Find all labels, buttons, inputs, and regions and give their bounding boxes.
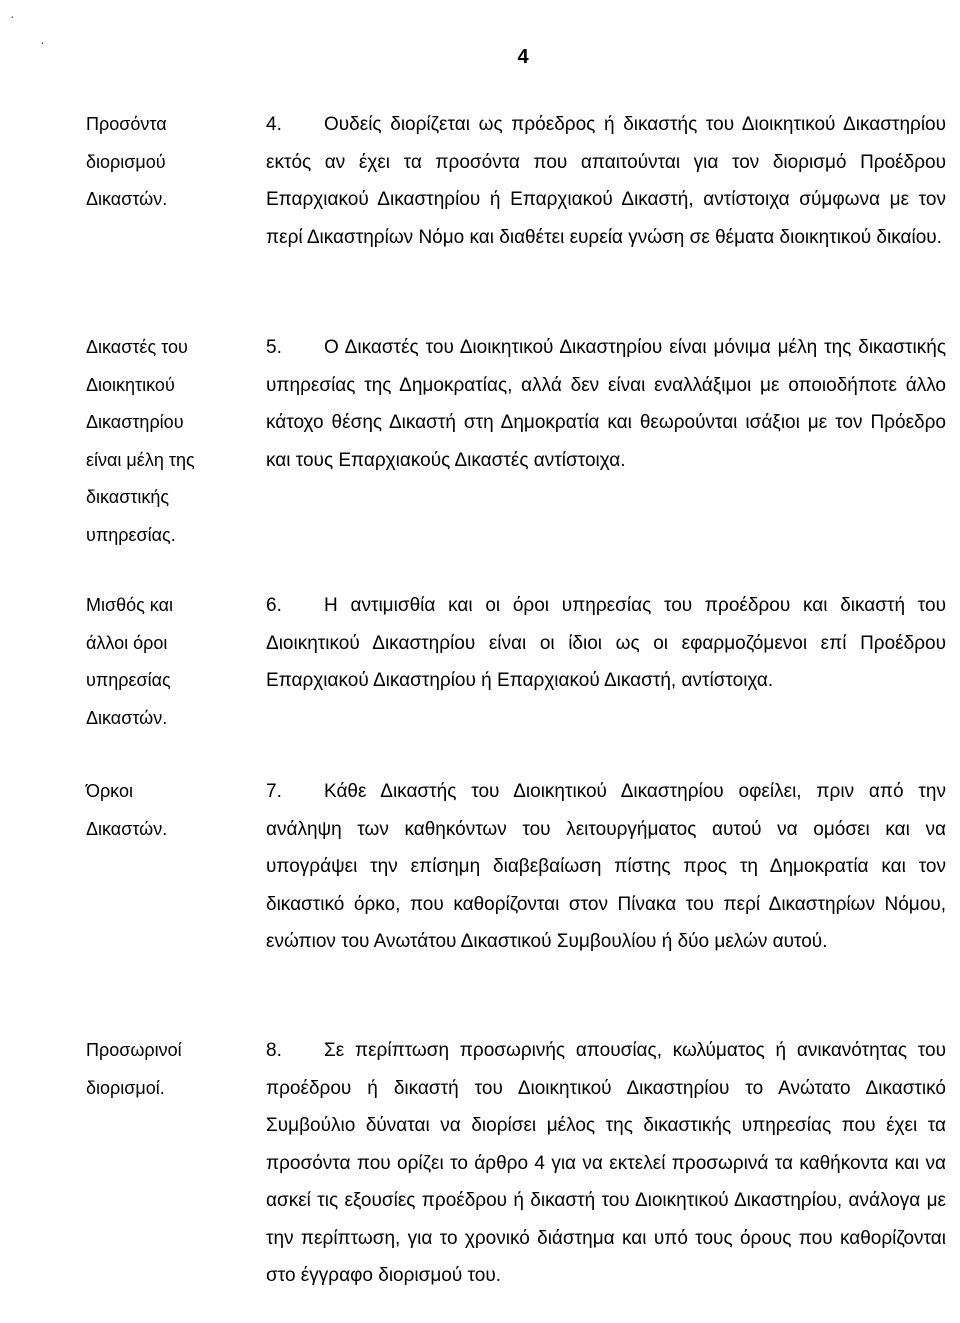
margin-note-line: Δικαστές του [86, 337, 188, 357]
scan-speck: · [40, 34, 45, 50]
margin-note-line: Προσωρινοί [86, 1040, 182, 1060]
article-text: Σε περίπτωση προσωρινής απουσίας, κωλύματος ή ανικανότητας του προέδρου ή δικαστή του Διοικητικού Δικαστηρίου το Ανώτατο Δικαστικό Συμβούλιο δύναται να διορίσει μέλος της δικαστικής υπηρεσίας που έχει τα προσόντα που ορίζει το άρθρο 4 για να εκτελεί προσωρινά τα καθήκοντα και να ασκεί τις εξουσίες προέδρου ή δικαστή του Διοικητικού Δικαστηρίου, ανάλογα με την περίπτωση, για το χρονικό διάστημα και υπό τους όρους που καθορίζονται στο έγγραφο διορισμού του. [266, 1040, 946, 1286]
article-number: 7. [266, 781, 282, 802]
margin-note-line: Μισθός και [86, 595, 173, 615]
article-text: Η αντιμισθία και οι όροι υπηρεσίας του προέδρου και δικαστή του Διοικητικού Δικαστηρίου είναι οι ίδιοι ως οι εφαρμοζόμενοι επί Προέδρου Επαρχιακού Δικαστηρίου ή Επαρχιακού Δικαστή, αντίστοιχα. [266, 595, 946, 691]
article-body [266, 773, 946, 961]
article-body [266, 587, 946, 700]
margin-note-line: Διοικητικού [86, 374, 175, 395]
margin-note-line: υπηρεσίας [86, 670, 171, 690]
article-number: 8. [266, 1040, 282, 1061]
article-number: 6. [266, 595, 282, 616]
margin-note [86, 773, 236, 848]
article-number: 4. [266, 114, 282, 135]
margin-note-line: υπηρεσίας. [86, 524, 176, 545]
article-text: Ο Δικαστές του Διοικητικού Δικαστηρίου είναι μόνιμα μέλη της δικαστικής υπηρεσίας της Δημοκρατίας, αλλά δεν είναι εναλλάξιμοι με οποιοδήποτε άλλο κάτοχο θέσης Δικαστή στη Δημοκρατία και θεωρούνται ισάξιοι με τον Πρόεδρο και τους Επαρχιακούς Δικαστές αντίστοιχα. [266, 337, 946, 471]
margin-note-line: Δικαστών. [86, 818, 168, 839]
margin-note [86, 106, 236, 219]
scan-speck: · [10, 8, 15, 24]
margin-note-line: Προσόντα [86, 114, 167, 134]
margin-note [86, 1032, 236, 1107]
article-text: Ουδείς διορίζεται ως πρόεδρος ή δικαστής του Διοικητικού Δικαστηρίου εκτός αν έχει τα προσόντα που απαιτούνται για τον διορισμό Προέδρου Επαρχιακού Δικαστηρίου ή Επαρχιακού Δικαστή, αντίστοιχα σύμφωνα με τον περί Δικαστηρίων Νόμο και διαθέτει ευρεία γνώση σε θέματα διοικητικού δικαίου. [266, 114, 946, 248]
margin-note-line: δικαστικής [86, 487, 170, 507]
article-number: 5. [266, 337, 282, 358]
margin-note-line: διορισμού [86, 151, 166, 172]
margin-note-line: Όρκοι [86, 781, 133, 801]
margin-note-line: Δικαστηρίου [86, 412, 184, 432]
margin-note-line: είναι μέλη της [86, 449, 195, 470]
margin-note-line: άλλοι όροι [86, 632, 168, 653]
article-body [266, 329, 946, 479]
margin-note-line: διορισμοί. [86, 1077, 165, 1098]
margin-note-line: Δικαστών. [86, 707, 168, 728]
article-body [266, 1032, 946, 1295]
margin-note [86, 329, 236, 554]
page-number: 4 [517, 46, 529, 68]
margin-note-line: Δικαστών. [86, 189, 168, 209]
article-text: Κάθε Δικαστής του Διοικητικού Δικαστηρίου οφείλει, πριν από την ανάληψη των καθηκόντων του λειτουργήματος αυτού να ομόσει και να υπογράψει την επίσημη διαβεβαίωση πίστης προς τη Δημοκρατία και τον δικαστικό όρκο, που καθορίζονται στον Πίνακα του περί Δικαστηρίων Νόμου, ενώπιον του Ανωτάτου Δικαστικού Συμβουλίου ή δύο μελών αυτού. [266, 781, 946, 952]
article-body [266, 106, 946, 256]
margin-note [86, 587, 236, 737]
